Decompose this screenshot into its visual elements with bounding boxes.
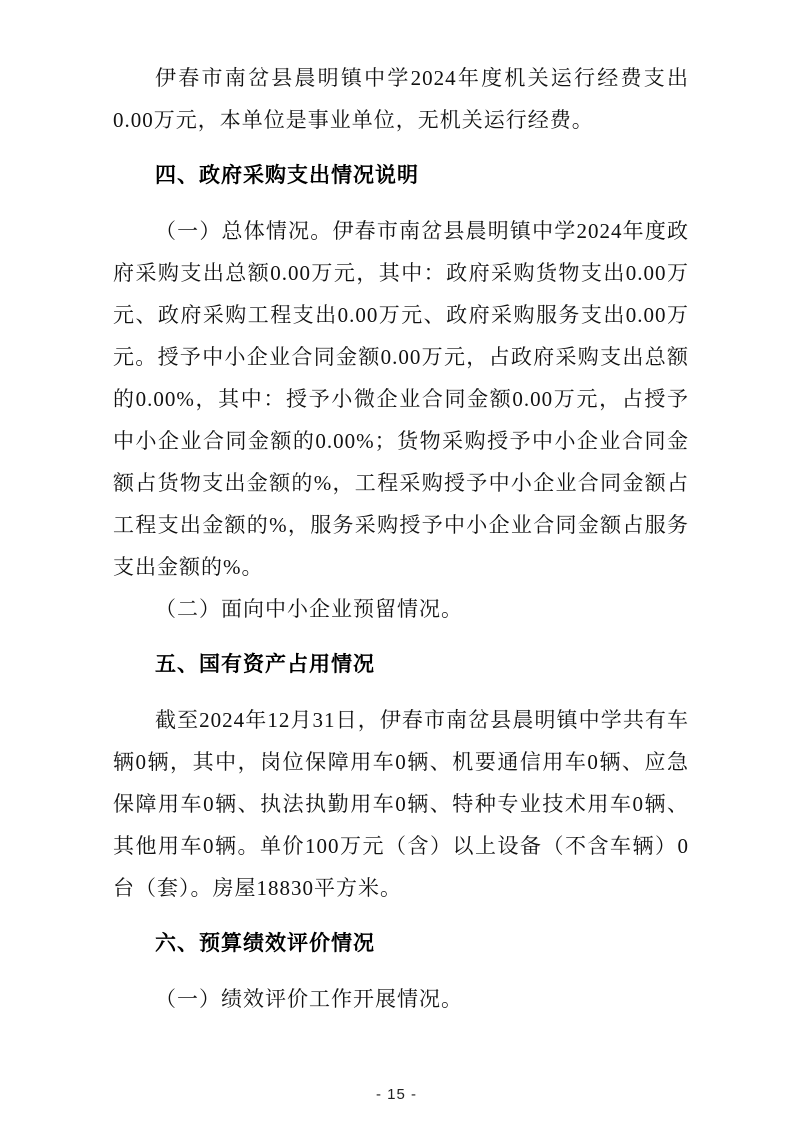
paragraph-performance-evaluation: （一）绩效评价工作开展情况。: [155, 987, 463, 1011]
page-number: - 15 -: [375, 1086, 417, 1103]
paragraph-agency-operation-expense: 伊春市南岔县晨明镇中学2024年度机关运行经费支出0.00万元，本单位是事业单位，无机关运行经费。: [113, 66, 689, 132]
section-heading-budget-performance: 六、预算绩效评价情况: [155, 932, 375, 955]
section-heading-state-owned-assets: 五、国有资产占用情况: [155, 653, 375, 676]
paragraph-assets-occupancy: 截至2024年12月31日，伊春市南岔县晨明镇中学共有车辆0辆，其中，岗位保障用车0辆、机要通信用车0辆、应急保障用车0辆、执法执勤用车0辆、特种专业技术用车0辆、其他用车0辆。单价100万元（含）以上设备（不含车辆）0台（套）。房屋18830平方米。: [113, 708, 689, 900]
paragraph-sme-reservation: （二）面向中小企业预留情况。: [155, 597, 463, 621]
section-heading-government-procurement: 四、政府采购支出情况说明: [155, 164, 419, 187]
paragraph-procurement-overview: （一）总体情况。伊春市南岔县晨明镇中学2024年度政府采购支出总额0.00万元，其中：政府采购货物支出0.00万元、政府采购工程支出0.00万元、政府采购服务支出0.00万元。授予中小企业合同金额0.00万元，占政府采购支出总额的0.00%，其中：授予小微企业合同金额0.00万元，占授予中小企业合同金额的0.00%；货物采购授予中小企业合同金额占货物支出金额的%，工程采购授予中小企业合同金额占工程支出金额的%，服务采购授予中小企业合同金额占服务支出金额的%。: [113, 219, 689, 579]
document-content: [113, 57, 689, 1020]
